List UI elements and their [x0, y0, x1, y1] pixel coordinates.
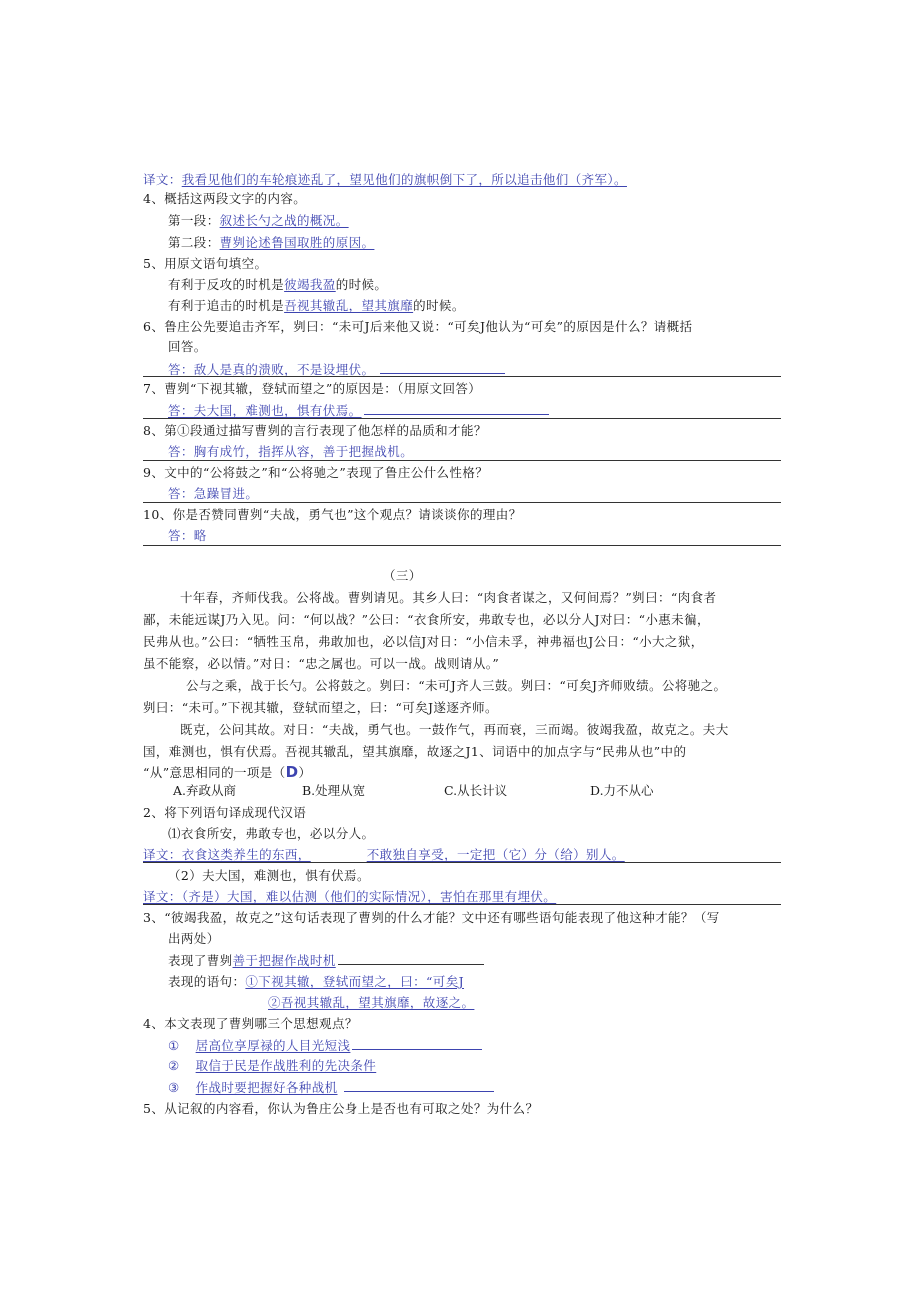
option-c: C.从长计议: [444, 783, 508, 798]
s3q5-question: 5、从记叙的内容看，你认为鲁庄公身上是否也有可取之处？为什么？: [143, 1101, 539, 1116]
q5-l1-pre: 有利于反攻的时机是: [168, 277, 285, 292]
passage-line: 公与之乘，战于长勺。公将鼓之。刿曰：“未可J齐人三鼓。刿曰：“可矣J齐师败绩。公将驰之。: [186, 678, 727, 693]
s3q3-question-line2: 出两处）: [168, 931, 220, 946]
divider-rule: [143, 376, 781, 377]
s3q2-t2: 译文：（齐是）大国，难以估测（他们的实际情况），害怕在那里有埋伏。: [143, 889, 557, 904]
divider-rule: [143, 545, 781, 546]
q5-line2: [168, 298, 465, 314]
section-title: （三）: [383, 568, 422, 583]
s3q4-item-3: [168, 1079, 494, 1096]
s3q3-a1-answer: 善于把握作战时机: [232, 953, 336, 968]
q5-l1-post: 的时候。: [335, 277, 388, 292]
divider-rule: [143, 862, 781, 863]
s3q1-answer: D: [285, 763, 299, 781]
q5-l2-answer: 吾视其辙乱，望其旗靡: [284, 298, 414, 313]
s3q3-a2-pre: 表现的语句：: [168, 974, 246, 989]
q7-question: 7、曹刿“下视其辙，登轼而望之”的原因是：（用原文回答）: [143, 381, 482, 396]
option-d: D.力不从心: [590, 783, 654, 798]
s3q2-item1: ⑴衣食所安，弗敢专也，必以分人。: [168, 826, 375, 841]
passage-line: 民弗从也。”公曰：“牺牲玉帛，弗敢加也，必以信J对日：“小信未孚，神弗福也J公日：“小大之狱，: [143, 634, 704, 649]
q5-question: 5、用原文语句填空。: [143, 256, 268, 271]
s3q3-a1-blank: [338, 952, 484, 965]
q5-line1: [168, 277, 387, 293]
s3q4-item-1-num: ①: [168, 1038, 180, 1053]
passage-line: 刿曰：“未可。”下视其辙，登轼而望之，曰：“可矣J遂逐齐师。: [143, 700, 498, 715]
q7-answer-blank: [364, 402, 549, 415]
passage-line: 十年春，齐师伐我。公将战。曹刿请见。其乡人曰：“肉食者谋之，又何间焉？”刿曰：“肉食者: [180, 590, 717, 605]
q9-question: 9、文中的“公将鼓之”和“公将驰之”表现了鲁庄公什么性格？: [143, 465, 489, 480]
translation-text: 我看见他们的车轮痕迹乱了，望见他们的旗帜倒下了，所以追击他们（齐军）。: [181, 172, 627, 187]
passage-line: 鄙，未能远谋J乃入见。问：“何以战？”公曰：“衣食所安，弗敢专也，必以分人J对曰：“小惠未徧，: [143, 612, 710, 627]
q4-p2-answer: 曹刿论述鲁国取胜的原因。: [219, 235, 375, 250]
s3q4-item-1-text: 居高位享厚禄的人目光短浅: [195, 1038, 351, 1053]
option-a: A.弃政从商: [173, 783, 237, 798]
divider-rule: [143, 460, 781, 461]
q4-p2-label: 第二段：: [168, 235, 220, 250]
s3q4-item-3-text: 作战时要把握好各种战机: [195, 1080, 338, 1095]
q5-l1-answer: 彼竭我盈: [284, 277, 336, 292]
q6-question-line1: 6、鲁庄公先要追击齐军，刿曰：“未可J后来他又说：“可矣J他认为“可矣”的原因是什么？请概括: [143, 319, 693, 334]
q6-answer-blank: [380, 361, 505, 374]
q4-paragraph1: [168, 213, 349, 229]
passage-line: 虽不能察，必以情。”对日：“忠之属也。可以一战。战则请从。”: [143, 656, 500, 671]
q5-l2-post: 的时候。: [413, 298, 465, 313]
q8-question: 8、第①段通过描写曹刿的言行表现了他怎样的品质和才能？: [143, 423, 487, 438]
q4-question: 4、概括这两段文字的内容。: [143, 191, 307, 206]
s3q1-stem-line: [143, 764, 311, 781]
s3q1-close: ）: [298, 765, 312, 780]
passage-line: 既克，公问其故。对日：“夫战，勇气也。一鼓作气，再而衰，三而竭。彼竭我盈，故克之。夫大: [180, 722, 729, 737]
s3q2-t1-part2: 不敢独自享受，一定把（它）分（给）别人。: [366, 847, 625, 862]
q7-answer: 答：夫大国，难测也，惧有伏焉。: [168, 403, 362, 418]
q10-question: 10、你是否赞同曹刿“夫战，勇气也”这个观点？请谈谈你的理由？: [143, 507, 522, 522]
q10-answer: 答：略: [168, 528, 207, 543]
divider-rule: [143, 904, 781, 905]
s3q3-a2-answer1: ①下视其辙，登轼而望之，曰：“可矣J: [245, 974, 465, 989]
s3q3-answer1: [168, 952, 484, 969]
s3q4-item-3-num: ③: [168, 1080, 180, 1095]
s3q2-question: 2、将下列语句译成现代汉语: [143, 805, 307, 820]
s3q3-question-line1: 3、“彼竭我盈，故克之”这句话表现了曹刿的什么才能？文中还有哪些语句能表现了他这种才能？（写: [143, 910, 720, 925]
s3q4-item-1-blank: [352, 1037, 482, 1050]
s3q3-a2-answer2: ②吾视其辙乱，望其旗靡，故逐之。: [268, 995, 475, 1010]
s3q4-item-1: [168, 1037, 482, 1054]
s3q3-answer2: [168, 974, 464, 990]
q7-answer-line: [168, 402, 549, 419]
translation-line: [143, 172, 627, 188]
q4-p1-answer: 叙述长勺之战的概况。: [219, 213, 349, 228]
divider-rule: [143, 502, 781, 503]
q8-answer: 答：胸有成竹，指挥从容，善于把握战机。: [168, 444, 414, 459]
s3q4-item-3-blank: [344, 1079, 494, 1092]
s3q3-answer3: [268, 995, 474, 1011]
s3q1-stem: “从”意思相同的一项是（: [143, 765, 286, 780]
s3q4-item-2-text: 取信于民是作战胜利的先决条件: [195, 1058, 377, 1073]
passage-line: 国，难测也，惧有伏焉。吾视其辙乱，望其旗靡，故逐之J1、词语中的加点字与“民弗从也”中的: [143, 744, 687, 759]
s3q4-item-2: [168, 1058, 376, 1074]
q4-paragraph2: [168, 235, 374, 251]
s3q3-a1-pre: 表现了曹刿: [168, 953, 233, 968]
q6-question-line2: 回答。: [168, 339, 207, 354]
s3q2-translation1: [143, 847, 625, 863]
s3q2-item2: （2）夫大国，难测也，惧有伏焉。: [168, 868, 370, 883]
option-b: B.处理从宽: [302, 783, 366, 798]
q9-answer: 答：急躁冒进。: [168, 486, 259, 501]
translation-label: 译文：: [143, 172, 182, 187]
s3q2-translation2: [143, 889, 556, 905]
divider-rule: [143, 418, 781, 419]
q6-answer: 答：敌人是真的溃败，不是设埋伏。: [168, 362, 375, 377]
s3q2-t1-part1: 译文：衣食这类养生的东西，: [143, 847, 311, 862]
s3q4-item-2-num: ②: [168, 1058, 180, 1073]
q4-p1-label: 第一段：: [168, 213, 220, 228]
s3q4-question: 4、本文表现了曹刿哪三个思想观点？: [143, 1016, 358, 1031]
q5-l2-pre: 有利于追击的时机是: [168, 298, 285, 313]
